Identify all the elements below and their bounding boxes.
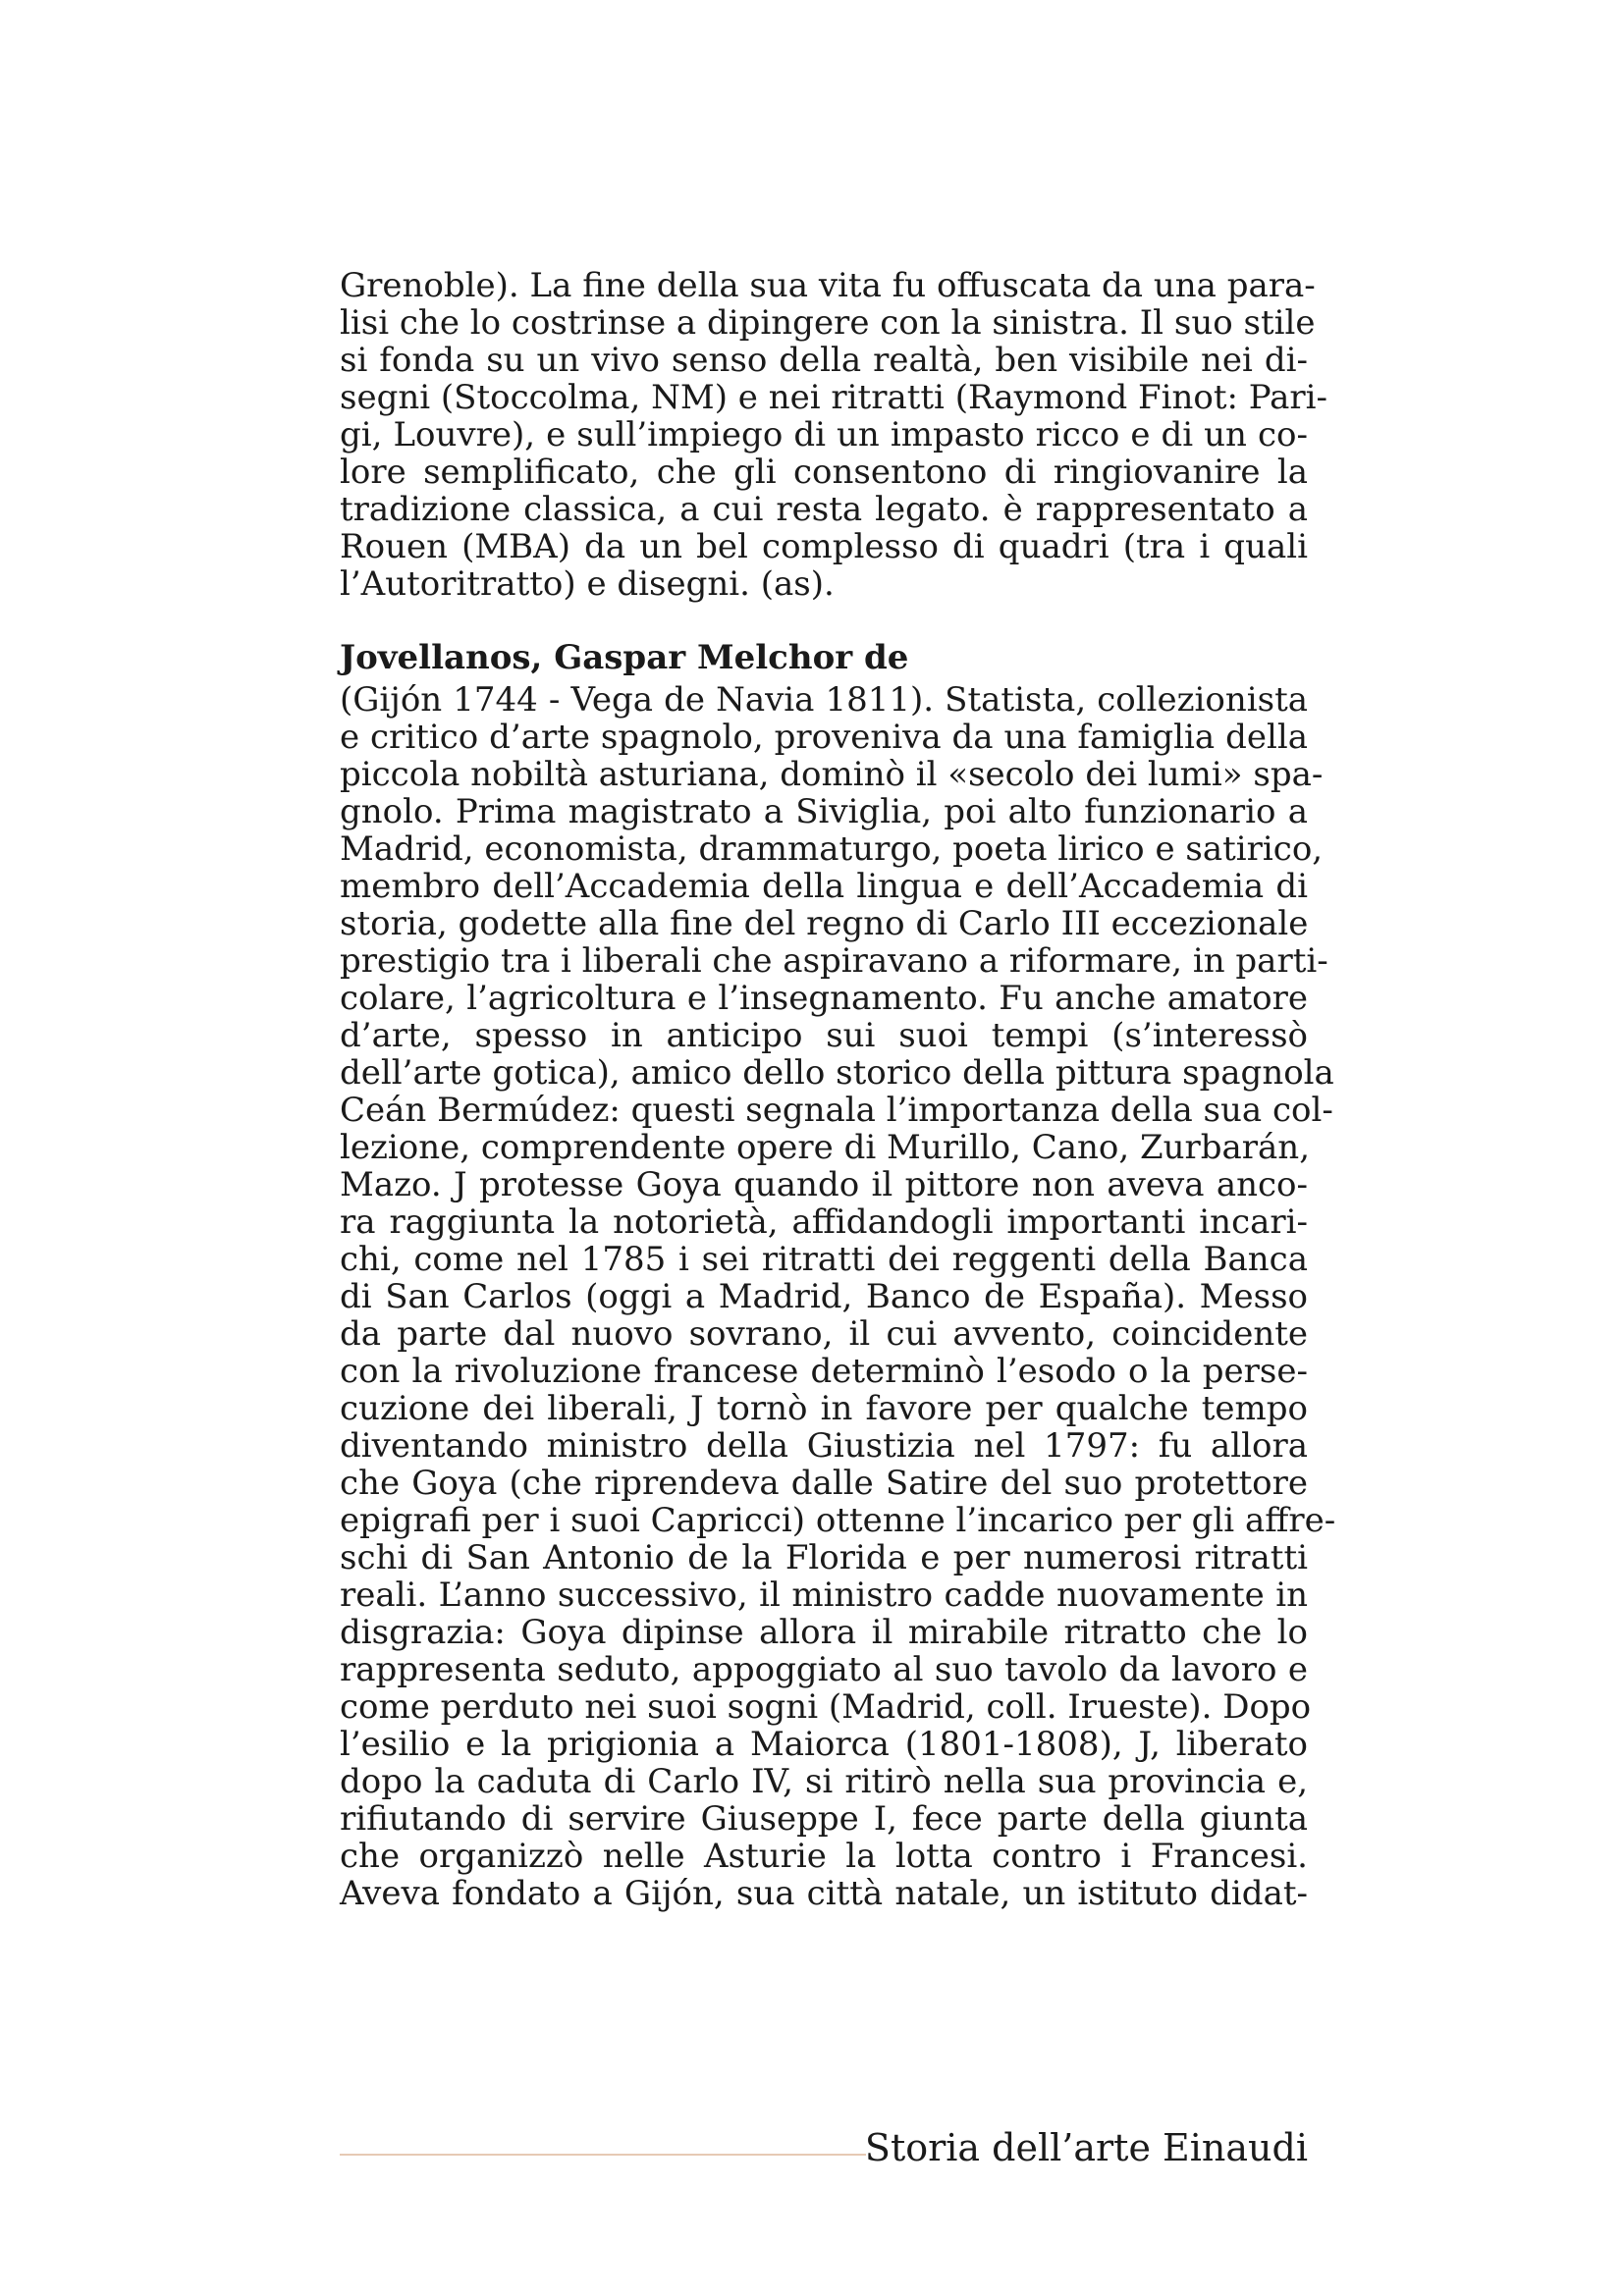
text-line: storia, godette alla fine del regno di Carlo III eccezionale — [340, 904, 1309, 943]
text-line: segni (Stoccolma, NM) e nei ritratti (Raymond Finot: Pari- — [340, 378, 1328, 417]
footer-divider — [340, 2154, 866, 2156]
previous-entry-continuation — [340, 266, 1328, 604]
text-line: epigrafi per i suoi Capricci) ottenne l’incarico per gli affre- — [340, 1501, 1336, 1540]
entry-body — [340, 680, 1336, 1913]
text-line: l’esilio e la prigionia a Maiorca (1801-1808), J, liberato — [340, 1725, 1308, 1764]
text-line: gnolo. Prima magistrato a Siviglia, poi alto funzionario a — [340, 792, 1308, 831]
text-line: e critico d’arte spagnolo, proveniva da una famiglia della — [340, 718, 1308, 757]
text-line: dopo la caduta di Carlo IV, si ritirò nella sua provincia e, — [340, 1762, 1308, 1801]
text-line: con la rivoluzione francese determinò l’esodo o la perse- — [340, 1352, 1308, 1391]
text-line: rappresenta seduto, appoggiato al suo tavolo da lavoro e — [340, 1650, 1308, 1689]
text-line: reali. L’anno successivo, il ministro cadde nuovamente in — [340, 1575, 1308, 1615]
text-line: Grenoble). La fine della sua vita fu offuscata da una para- — [340, 266, 1316, 305]
text-line: colare, l’agricoltura e l’insegnamento. Fu anche amatore — [340, 979, 1308, 1018]
text-line: da parte dal nuovo sovrano, il cui avvento, coincidente — [340, 1314, 1308, 1354]
text-line: membro dell’Accademia della lingua e dell’Accademia di — [340, 867, 1308, 906]
text-line: disgrazia: Goya dipinse allora il mirabile ritratto che lo — [340, 1613, 1308, 1652]
text-line: Mazo. J protesse Goya quando il pittore non aveva anco- — [340, 1165, 1308, 1204]
entry-heading: Jovellanos, Gaspar Melchor de — [340, 638, 909, 677]
text-line: cuzione dei liberali, J tornò in favore per qualche tempo — [340, 1389, 1308, 1428]
text-line: rifiutando di servire Giuseppe I, fece parte della giunta — [340, 1799, 1308, 1839]
text-line: d’arte, spesso in anticipo sui suoi tempi (s’interessò — [340, 1016, 1308, 1055]
text-line: prestigio tra i liberali che aspiravano a riformare, in parti- — [340, 941, 1328, 981]
text-line: si fonda su un vivo senso della realtà, ben visibile nei di- — [340, 341, 1308, 380]
text-line: l’Autoritratto) e disegni. (as). — [340, 564, 835, 604]
text-line: come perduto nei suoi sogni (Madrid, coll. Irueste). Dopo — [340, 1687, 1312, 1727]
text-line: schi di San Antonio de la Florida e per numerosi ritratti — [340, 1538, 1308, 1577]
text-line: dell’arte gotica), amico dello storico della pittura spagnola — [340, 1053, 1334, 1093]
text-line: (Gijón 1744 - Vega de Navia 1811). Statista, collezionista — [340, 680, 1308, 720]
text-line: Rouen (MBA) da un bel complesso di quadri (tra i quali — [340, 527, 1308, 566]
text-line: diventando ministro della Giustizia nel 1797: fu allora — [340, 1426, 1308, 1466]
text-line: gi, Louvre), e sull’impiego di un impasto ricco e di un co- — [340, 415, 1308, 454]
text-line: chi, come nel 1785 i sei ritratti dei reggenti della Banca — [340, 1240, 1308, 1279]
text-line: piccola nobiltà asturiana, dominò il «secolo dei lumi» spa- — [340, 755, 1324, 794]
text-line: che organizzò nelle Asturie la lotta contro i Francesi. — [340, 1837, 1308, 1876]
text-line: Ceán Bermúdez: questi segnala l’importanza della sua col- — [340, 1091, 1333, 1130]
text-line: di San Carlos (oggi a Madrid, Banco de España). Messo — [340, 1277, 1308, 1316]
footer-title: Storia dell’arte Einaudi — [864, 2126, 1308, 2169]
text-line: lore semplificato, che gli consentono di ringiovanire la — [340, 453, 1308, 492]
text-line: Aveva fondato a Gijón, sua città natale, un istituto didat- — [340, 1874, 1308, 1913]
text-line: lisi che lo costrinse a dipingere con la sinistra. Il suo stile — [340, 303, 1316, 343]
text-body — [340, 266, 1336, 1913]
text-line: lezione, comprendente opere di Murillo, Cano, Zurbarán, — [340, 1128, 1311, 1167]
text-line: Madrid, economista, drammaturgo, poeta lirico e satirico, — [340, 829, 1324, 869]
text-line: tradizione classica, a cui resta legato. è rappresentato a — [340, 490, 1308, 529]
text-line: che Goya (che riprendeva dalle Satire del suo protettore — [340, 1464, 1308, 1503]
text-line: ra raggiunta la notorietà, affidandogli importanti incari- — [340, 1202, 1308, 1242]
